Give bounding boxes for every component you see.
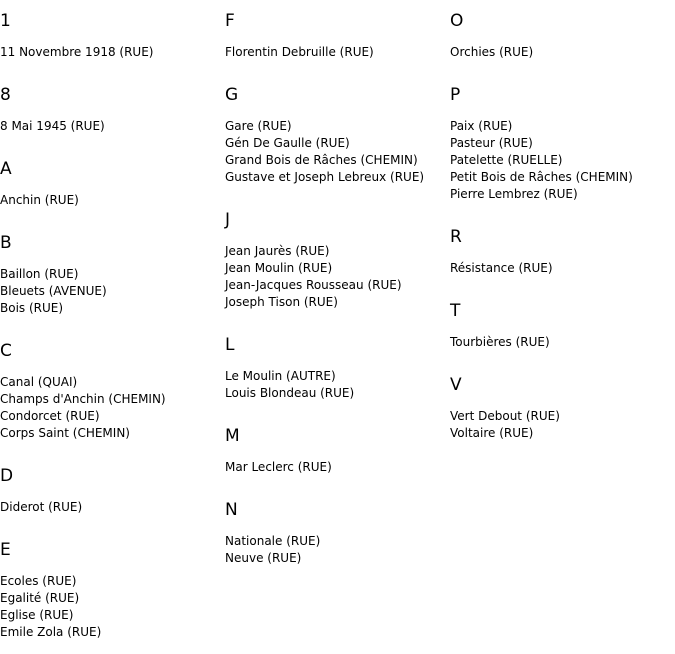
street-link[interactable]: Neuve (RUE) (225, 551, 302, 565)
street-link[interactable]: Diderot (RUE) (0, 500, 83, 514)
street-link[interactable]: Gén De Gaulle (RUE) (225, 136, 350, 150)
group-spacer (450, 203, 675, 216)
letter-heading: T (450, 301, 461, 321)
letter-group (450, 229, 675, 277)
letter-group (0, 542, 225, 641)
street-link[interactable]: Joseph Tison (RUE) (225, 295, 338, 309)
street-link[interactable]: Bleuets (AVENUE) (0, 284, 107, 298)
street-link[interactable]: 11 Novembre 1918 (RUE) (0, 45, 154, 59)
letter-heading: M (225, 426, 240, 446)
street-index-column-1 (0, 0, 225, 654)
letter-heading: L (225, 335, 235, 355)
letter-heading: V (450, 375, 462, 395)
letter-group (0, 343, 225, 442)
group-spacer (0, 135, 225, 148)
street-link[interactable]: Résistance (RUE) (450, 261, 553, 275)
street-link[interactable]: Nationale (RUE) (225, 534, 321, 548)
street-link[interactable]: 8 Mai 1945 (RUE) (0, 119, 105, 133)
letter-group (450, 13, 675, 61)
street-link[interactable]: Le Moulin (AUTRE) (225, 369, 336, 383)
street-link[interactable]: Pasteur (RUE) (450, 136, 533, 150)
street-link[interactable]: Jean-Jacques Rousseau (RUE) (225, 278, 402, 292)
letter-group (450, 377, 675, 442)
letter-heading: N (225, 500, 238, 520)
letter-heading: D (0, 466, 14, 486)
street-link[interactable]: Vert Debout (RUE) (450, 409, 560, 423)
letter-group (225, 13, 450, 61)
street-link[interactable]: Patelette (RUELLE) (450, 153, 563, 167)
street-link[interactable]: Anchin (RUE) (0, 193, 79, 207)
letter-group (225, 87, 450, 186)
letter-group (0, 13, 225, 61)
group-spacer (450, 442, 675, 455)
letter-heading: F (225, 11, 235, 31)
street-link[interactable]: Gare (RUE) (225, 119, 292, 133)
street-link[interactable]: Canal (QUAI) (0, 375, 78, 389)
street-link[interactable]: Champs d'Anchin (CHEMIN) (0, 392, 166, 406)
street-link[interactable]: Pierre Lembrez (RUE) (450, 187, 578, 201)
letter-heading: 8 (0, 85, 11, 105)
letter-heading: G (225, 85, 239, 105)
street-link[interactable]: Corps Saint (CHEMIN) (0, 426, 130, 440)
group-spacer (450, 61, 675, 74)
group-spacer (225, 402, 450, 415)
street-link[interactable]: Bois (RUE) (0, 301, 64, 315)
letter-group (450, 303, 675, 351)
street-link[interactable]: Ecoles (RUE) (0, 574, 77, 588)
street-link[interactable]: Orchies (RUE) (450, 45, 534, 59)
letter-group (0, 235, 225, 317)
letter-heading: E (0, 540, 11, 560)
letter-heading: 1 (0, 11, 11, 31)
street-link[interactable]: Grand Bois de Râches (CHEMIN) (225, 153, 418, 167)
street-link[interactable]: Paix (RUE) (450, 119, 513, 133)
letter-heading: R (450, 227, 462, 247)
group-spacer (0, 641, 225, 654)
street-link[interactable]: Baillon (RUE) (0, 267, 79, 281)
street-link[interactable]: Gustave et Joseph Lebreux (RUE) (225, 170, 425, 184)
street-index-column-3 (450, 0, 675, 455)
street-link[interactable]: Florentin Debruille (RUE) (225, 45, 374, 59)
letter-group (225, 212, 450, 311)
letter-group (225, 428, 450, 476)
group-spacer (0, 442, 225, 455)
street-index-column-2 (225, 0, 450, 580)
letter-heading: C (0, 341, 12, 361)
street-link[interactable]: Jean Jaurès (RUE) (225, 244, 330, 258)
letter-heading: J (225, 210, 231, 230)
street-link[interactable]: Condorcet (RUE) (0, 409, 100, 423)
group-spacer (0, 61, 225, 74)
letter-group (0, 161, 225, 209)
street-link[interactable]: Mar Leclerc (RUE) (225, 460, 332, 474)
letter-group (225, 337, 450, 402)
group-spacer (225, 311, 450, 324)
street-link[interactable]: Egalité (RUE) (0, 591, 80, 605)
letter-heading: O (450, 11, 464, 31)
group-spacer (0, 209, 225, 222)
letter-heading: B (0, 233, 12, 253)
group-spacer (225, 61, 450, 74)
group-spacer (225, 567, 450, 580)
letter-group (0, 87, 225, 135)
letter-heading: P (450, 85, 461, 105)
group-spacer (0, 317, 225, 330)
street-link[interactable]: Louis Blondeau (RUE) (225, 386, 355, 400)
group-spacer (0, 516, 225, 529)
group-spacer (225, 186, 450, 199)
group-spacer (450, 277, 675, 290)
group-spacer (450, 351, 675, 364)
letter-group (450, 87, 675, 203)
street-link[interactable]: Jean Moulin (RUE) (225, 261, 333, 275)
street-link[interactable]: Voltaire (RUE) (450, 426, 534, 440)
street-link[interactable]: Eglise (RUE) (0, 608, 74, 622)
street-link[interactable]: Emile Zola (RUE) (0, 625, 102, 639)
letter-heading: A (0, 159, 12, 179)
group-spacer (225, 476, 450, 489)
street-link[interactable]: Petit Bois de Râches (CHEMIN) (450, 170, 633, 184)
letter-group (0, 468, 225, 516)
street-link[interactable]: Tourbières (RUE) (450, 335, 550, 349)
letter-group (225, 502, 450, 567)
